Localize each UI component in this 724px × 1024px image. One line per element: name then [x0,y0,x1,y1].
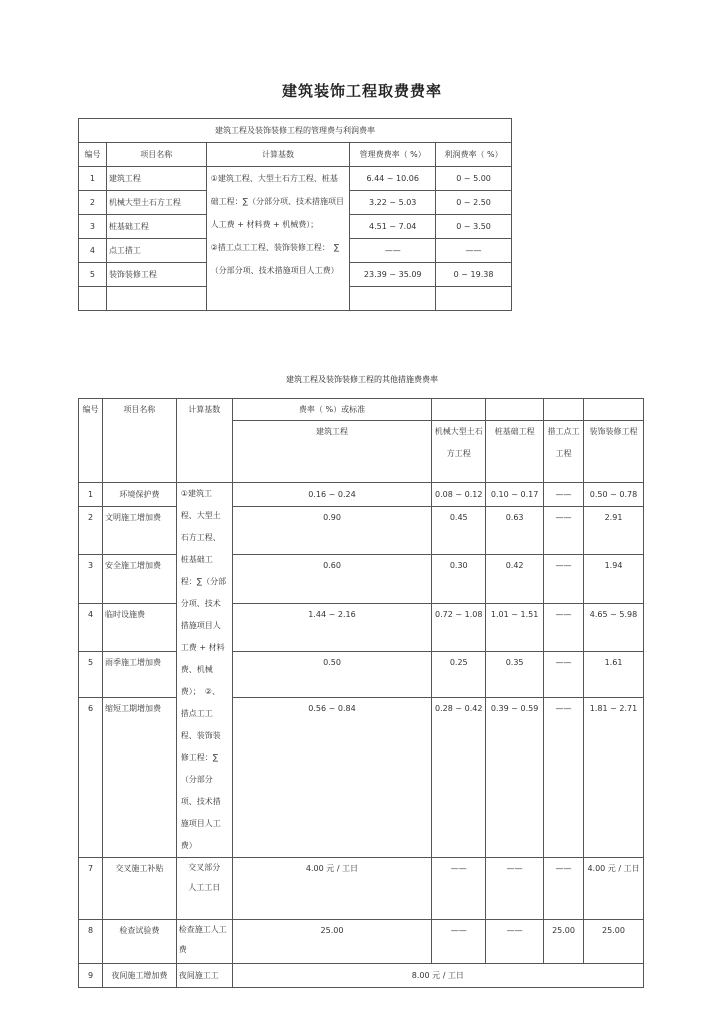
row-mgmt: —— [350,239,436,263]
row-val: 25.00 [584,920,644,964]
row-profit: 0 ~ 5.00 [436,167,512,191]
row-val: —— [432,920,486,964]
row-val: —— [544,555,584,603]
row-val: 0.30 [432,555,486,603]
header-basis: 计算基数 [206,143,350,167]
row-name: 环境保护费 [102,483,176,507]
row-val: 0.50 [232,651,432,697]
row-val: 1.01 ~ 1.51 [486,603,544,651]
row-val: 0.63 [486,507,544,555]
row-val: 1.44 ~ 2.16 [232,603,432,651]
row-no: 2 [79,507,103,555]
row-no: 5 [79,263,107,287]
row-name: 缩短工期增加费 [102,697,176,857]
row-basis: 检查施工人工费 [176,920,232,964]
header-name: 项目名称 [106,143,206,167]
row-merged-val: 8.00 元 / 工日 [232,964,643,988]
row-val: —— [544,507,584,555]
row-name: 检查试验费 [102,920,176,964]
row-val: 25.00 [544,920,584,964]
row-name: 点工措工 [106,239,206,263]
row-val: —— [432,858,486,920]
empty-cell [106,287,206,311]
table2-caption: 建筑工程及装饰装修工程的其他措施费费率 [286,375,438,384]
row-name: 机械大型土石方工程 [106,191,206,215]
row-no: 4 [79,603,103,651]
row-name: 桩基础工程 [106,215,206,239]
management-fee-table [78,118,512,311]
row-val: —— [544,483,584,507]
row-val: 0.90 [232,507,432,555]
row-profit: 0 ~ 19.38 [436,263,512,287]
row-no: 7 [79,858,103,920]
row-no: 3 [79,215,107,239]
row-no: 3 [79,555,103,603]
row-val: —— [544,697,584,857]
row-val: 25.00 [232,920,432,964]
row-mgmt: 4.51 ~ 7.04 [350,215,436,239]
row-val: 0.45 [432,507,486,555]
header-col-earthwork: 机械大型土石方工程 [432,421,486,483]
empty-cell [350,287,436,311]
row-val: 0.39 ~ 0.59 [486,697,544,857]
header-rate-group: 费率（ %）或标准 [232,399,432,421]
row-no: 1 [79,167,107,191]
empty-cell [436,287,512,311]
header-col-decoration: 装饰装修工程 [584,421,644,483]
header-col-building: 建筑工程 [232,421,432,483]
row-val: —— [544,858,584,920]
row-val: 0.72 ~ 1.08 [432,603,486,651]
row-val: 2.91 [584,507,644,555]
row-name: 临时设施费 [102,603,176,651]
empty-cell [486,399,544,421]
header-basis: 计算基数 [176,399,232,483]
row-val: 4.65 ~ 5.98 [584,603,644,651]
row-profit: —— [436,239,512,263]
row-no: 1 [79,483,103,507]
row-name: 安全施工增加费 [102,555,176,603]
row-val: 4.00 元 / 工日 [584,858,644,920]
row-val: 1.61 [584,651,644,697]
row-val: 0.56 ~ 0.84 [232,697,432,857]
table1-caption: 建筑工程及装饰装修工程的管理费与利润费率 [79,119,512,143]
row-profit: 0 ~ 3.50 [436,215,512,239]
row-val: —— [486,858,544,920]
row-val: —— [544,651,584,697]
header-no: 编号 [79,143,107,167]
basis-cell: ①建筑工程、大型土石方工程、桩基础工程：∑（分部分项、技术措施项目人工费 + 材料费、机械费）； ②、措点工工程、装饰装修工程：∑（分部分项、技术措施项目人工费） [176,483,232,858]
basis-cell: ①建筑工程、大型土石方工程、桩基础工程：∑（分部分项、技术措施项目人工费 + 材料费 + 机械费）； ②措工点工工程、装饰装修工程： ∑（分部分项、技术措施项目人工费） [206,167,350,311]
row-no: 8 [79,920,103,964]
empty-cell [79,287,107,311]
row-val: 0.50 ~ 0.78 [584,483,644,507]
row-val: —— [486,920,544,964]
row-val: 1.94 [584,555,644,603]
row-name: 建筑工程 [106,167,206,191]
row-no: 4 [79,239,107,263]
header-col-labor: 措工点工工程 [544,421,584,483]
row-no: 5 [79,651,103,697]
header-name: 项目名称 [102,399,176,483]
empty-cell [432,399,486,421]
row-val: 0.10 ~ 0.17 [486,483,544,507]
header-col-pile: 桩基础工程 [486,421,544,483]
row-val: 0.28 ~ 0.42 [432,697,486,857]
row-name: 装饰装修工程 [106,263,206,287]
row-val: 0.42 [486,555,544,603]
row-no: 9 [79,964,103,988]
row-val: 4.00 元 / 工日 [232,858,432,920]
row-mgmt: 6.44 ~ 10.06 [350,167,436,191]
other-measures-fee-table [78,398,644,988]
row-val: 1.81 ~ 2.71 [584,697,644,857]
document-title: 建筑装饰工程取费费率 [281,82,442,100]
row-no: 2 [79,191,107,215]
row-name: 夜间施工增加费 [102,964,176,988]
row-val: 0.08 ~ 0.12 [432,483,486,507]
row-mgmt: 23.39 ~ 35.09 [350,263,436,287]
row-val: 0.16 ~ 0.24 [232,483,432,507]
row-basis: 交叉部分 人工工日 [176,858,232,920]
row-val: —— [544,603,584,651]
row-name: 雨季施工增加费 [102,651,176,697]
row-name: 文明施工增加费 [102,507,176,555]
empty-cell [544,399,584,421]
empty-cell [584,399,644,421]
row-basis: 夜间施工工 [176,964,232,988]
row-val: 0.60 [232,555,432,603]
row-profit: 0 ~ 2.50 [436,191,512,215]
header-profit-rate: 利润费率（ %） [436,143,512,167]
header-no: 编号 [79,399,103,483]
row-val: 0.25 [432,651,486,697]
row-no: 6 [79,697,103,857]
header-mgmt-rate: 管理费费率（ %） [350,143,436,167]
row-mgmt: 3.22 ~ 5.03 [350,191,436,215]
row-name: 交叉施工补贴 [102,858,176,920]
row-val: 0.35 [486,651,544,697]
